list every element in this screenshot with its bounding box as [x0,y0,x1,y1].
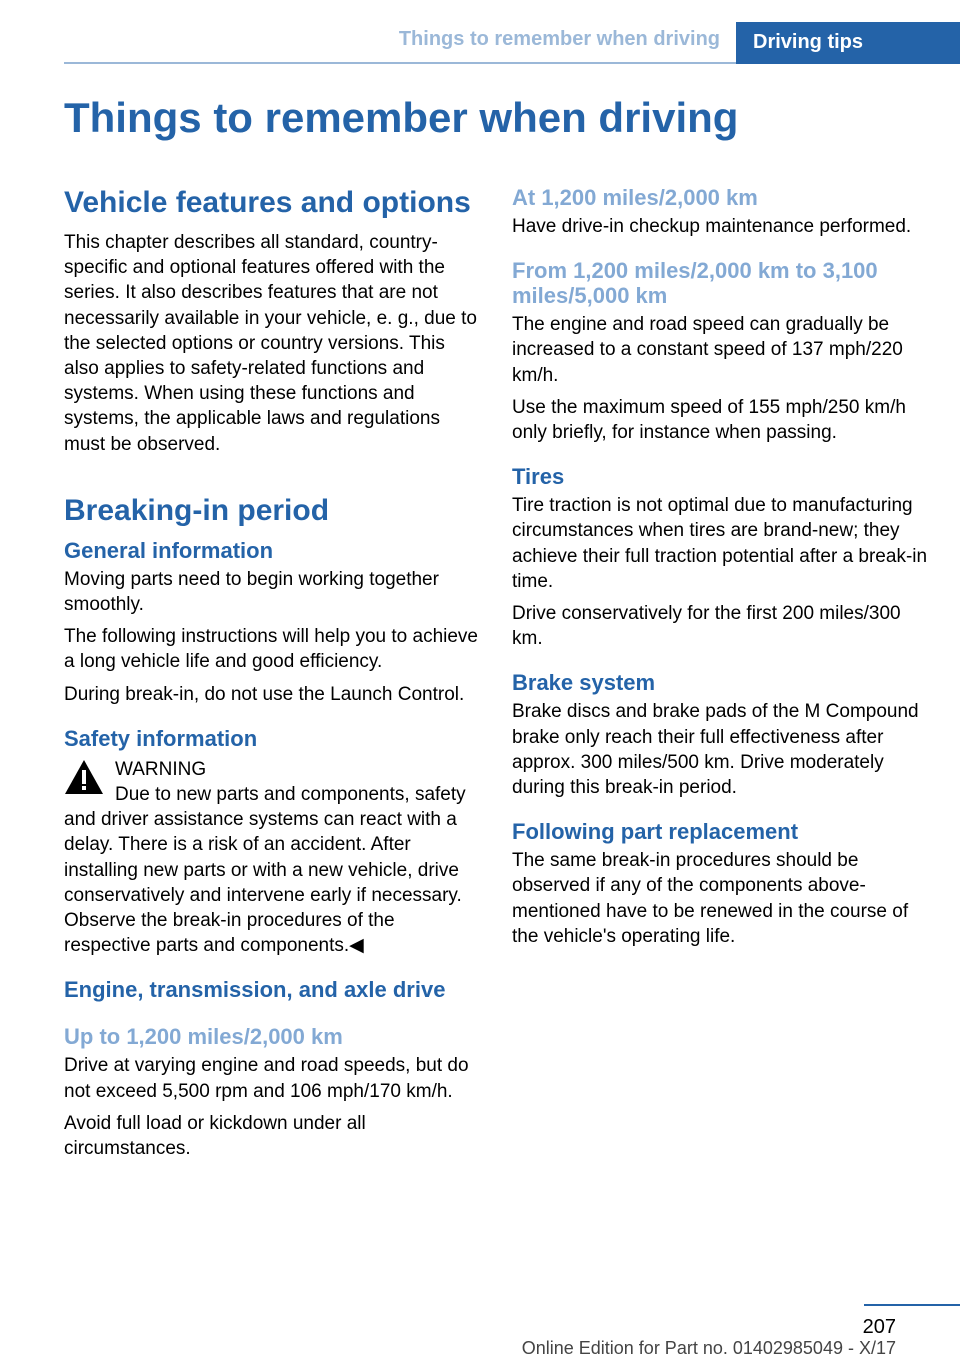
page-number: 207 [862,1316,896,1338]
safety-information-heading: Safety information [64,725,258,751]
brake-system-text: Brake discs and brake pads of the M Compound brake only reach their full effectiveness after approx. 300 miles/500 km. Drive moderately during this break-in period. [512,701,919,799]
vehicle-features-heading: Vehicle features and options [64,186,471,219]
following-replacement-text: The same break-in procedures should be observed if any of the components above-mentioned have to be renewed in the course of the vehicle's operating life. [512,850,909,947]
from-1200-paragraph-1: The engine and road speed can gradually be increased to a constant speed of 137 mph/220 km/h. [512,314,903,386]
warning-text: Due to new parts and components, safety and driver assistance systems can react with a delay. There is a risk of an accident. After installing new parts or with a new vehicle, drive conservatively and intervene early if necessary. Observe the break-in procedures of the respective parts and components.◀ [64,784,466,957]
at-1200-heading: At 1,200 miles/2,000 km [512,185,758,210]
tires-paragraph-1: Tire traction is not optimal due to manufacturing circumstances when tires are brand-new; they achieve their full traction potential after a break-in time. [512,495,928,592]
at-1200-text: Have drive-in checkup maintenance performed. [512,216,912,237]
following-replacement-heading: Following part replacement [512,819,799,845]
general-paragraph-3: During break-in, do not use the Launch Control. [64,683,465,705]
vehicle-features-text: This chapter describes all standard, country-specific and optional features offered with the series. It also describes features that are not necessarily available in your vehicle, e. g., due to the selected options or country versions. This also applies to safety-related functions and systems. When using these functions and systems, the applicable laws and regulations must be observed. [64,232,477,455]
general-paragraph-2: The following instructions will help you to achieve a long vehicle life and good efficiency. [64,626,478,673]
left-column [64,185,480,1168]
up-to-paragraph-2: Avoid full load or kickdown under all circumstances. [64,1112,366,1160]
from-1200-paragraph-2: Use the maximum speed of 155 mph/250 km/h only briefly, for instance when passing. [512,396,906,444]
warning-triangle-icon [64,759,104,795]
brake-system-heading: Brake system [512,670,656,696]
header-section-title: Things to remember when driving [398,28,720,50]
general-paragraph-1: Moving parts need to begin working together smoothly. [64,568,439,616]
page-header [0,0,960,64]
breaking-in-heading: Breaking-in period [64,493,330,527]
footer-rule [864,1304,960,1306]
tires-paragraph-2: Drive conservatively for the first 200 miles/300 km. [512,603,901,650]
general-information-heading: General information [64,537,274,563]
right-column [512,185,932,956]
page-title: Things to remember when driving [64,94,739,141]
warning-block [64,757,480,959]
header-chapter-tab: Driving tips [736,22,960,64]
engine-transmission-heading: Engine, transmission, and axle drive [64,977,446,1003]
up-to-heading: Up to 1,200 miles/2,000 km [64,1024,343,1050]
footer-edition: Online Edition for Part no. 01402985049 - X/17 [521,1338,896,1358]
from-1200-heading: From 1,200 miles/2,000 km to 3,100 miles/5,000 km [512,258,878,309]
tires-heading: Tires [512,464,565,490]
warning-label: WARNING [115,758,207,780]
up-to-paragraph-1: Drive at varying engine and road speeds, but do not exceed 5,500 rpm and 106 mph/170 km/h. [64,1055,469,1102]
